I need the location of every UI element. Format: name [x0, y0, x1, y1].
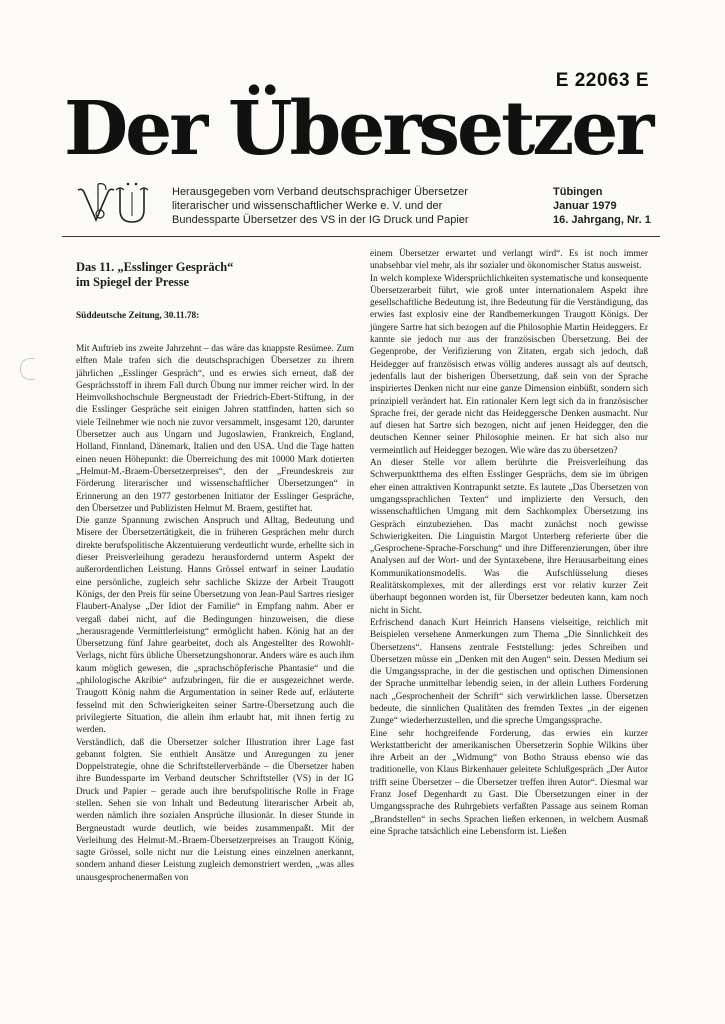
article-source: Süddeutsche Zeitung, 30.11.78: — [76, 311, 200, 321]
article-paragraph: Eine sehr hochgreifende Forderung, das erwies ein kurzer Werkstattbericht der amerikanischen Übersetzerin Sophie Wilkins über ihre Arbeit an der „Widmung“ von Botho Strauss ebenso wie das traditionelle, von Klaus Birkenhauer geleitete Schlußgespräch „Der Autor trifft seine Übersetzer – die Übersetzer treffen ihren Autor“. Diesmal war Franz Josef Degenhardt zu Gast. Die Übersetzungen einer in der Umgangssprache des Ruhrgebiets verfaßten Passage aus seinem Roman „Brandstellen“ in sechs Sprachen ließen erkennen, in welchem Ausmaß eine Sprache tatsächlich eine Lebensform ist. Ließen — [370, 728, 649, 837]
article-paragraph: Mit Auftrieb ins zweite Jahrzehnt – das wäre das knappste Resümee. Zum elften Male trafen sich die deutschsprachigen Übersetzer zu ihrem jährlichen „Esslinger Gespräch“, und es erwies sich erneut, daß der Gesprächsstoff in ihrem Fall durch Übung nur immer reicher wird. In der Heimvolkshochschule Bergneustadt der Friedrich-Ebert-Stiftung, in der die Esslinger Gespräche seit einigen Jahren stattfinden, hatten sich so viele Teilnehmer wie noch nie zuvor versammelt, insgesamt 120, darunter Übersetzer auch aus Ungarn und Jugoslawien, Frankreich, England, Holland, Finnland, Dänemark, Italien und den USA. Und die Tage hatten einen neuen Höhepunkt: die Überreichung des mit 10000 Mark dotierten „Helmut-M.-Braem-Übersetzerpreises“, den der „Freundeskreis zur Förderung literarischer und wissenschaftlicher Übersetzungen“ in Erinnerung an den 1977 gestorbenen Initiator der Esslinger Gespräche, den Übersetzer und Publizisten Helmut M. Braem, gestiftet hat. — [76, 344, 354, 514]
logo-text: VdÜ — [109, 184, 123, 192]
article-paragraph: Erfrischend danach Kurt Heinrich Hansens vielseitige, reichlich mit Beispielen versehene Anmerkungen zum Thema „Die Sinnlichkeit des Übersetzens“. Hansens zentrale Feststellung: jedes Schreiben und Übersetzen müsse ein „Denken mit den Augen“ sein. Dessen Medium sei die Umgangssprache, in der die gestischen und optischen Dimensionen der Sprache unmittelbar lebendig seien, in der allein Luthers Forderung nach „Gesprochenheit der Schrift“ sich verwirklichen lasse. Übersetzen bedeute, die sinnlichen Qualitäten des fremden Textes „in der eigenen Zunge“ wiederherzustellen, und die spreche Umgangssprache. — [370, 617, 648, 727]
issn-code: E 22063 E — [555, 70, 649, 91]
publisher-line: Bundessparte Übersetzer des VS in der IG Druck und Papier — [172, 214, 469, 226]
article-paragraph: Die ganze Spannung zwischen Anspruch und Alltag, Bedeutung und Misere der Übersetzertätigkeit, die in früheren Gesprächen mehr durch direkte berufspolitische Akzentuierung verdeutlicht wurde, erhellte sich in dieser Preisverleihung geradezu herausfordernd unterm Aspekt der außerordentlichen Leistung. Hanns Grössel entwarf in seiner Laudatio eine persönliche, zugleich sehr sachliche Skizze der Arbeit Traugott Königs, der den Preis für seine Übersetzung von Jean-Paul Sartres riesiger Flaubert-Analyse „Der Idiot der Familie“ in Empfang nahm. Aber er vergaß dabei nicht, auf die Bedingungen hinzuweisen, die diese „herausragende Vermittlerleistung“ ermöglicht haben. König hat an der Übersetzung fünf Jahre gearbeitet, doch als Angestellter des Rowohlt-Verlags, nicht fürs übliche Übersetzungshonorar. Anders wäre es auch ihm kaum möglich gewesen, die „sprachschöpferische Phantasie“ und die „philologische Akribie“ aufzubringen, für die er ausgezeichnet werde. Traugott König nahm die Argumentation in seiner Rede auf, erläuterte fesselnd mit den Schwierigkeiten seiner Sartre-Übersetzung auch die privilegierte Situation, die allein ihm erlaubt hat, mit ihnen fertig zu werden. — [76, 516, 354, 736]
publisher-info — [172, 185, 532, 227]
issue-place: Tübingen — [553, 186, 603, 198]
masthead-title: Der Übersetzer — [64, 86, 652, 172]
article-column-left — [76, 248, 354, 884]
article-title — [76, 260, 354, 290]
article-title-line: im Spiegel der Presse — [76, 275, 190, 289]
article-paragraph: An dieser Stelle vor allem berührte die Preisverleihung das Schwerpunktthema des elften Esslinger Gesprächs, dem sie im übrigen eher einen attraktiven Kontrapunkt setzte. Es lautete „Das Übersetzen von umgangssprachlichen Texten“ und implizierte den Versuch, den wissenschaftlichen Umgang mit dem Sachkomplex Übersetzung ins Gespräch einzubeziehen. Das macht zunächst noch gewisse Schwierigkeiten. Die Linguistin Margot Unterberg referierte über die „Gesprochene-Sprache-Forschung“ und ihre Differenzierungen, über ihre Analysen auf der Wort- und der Syntaxebene, ihre Herausarbeitung eines Kommunikationsmodells. Was die Aufschlüsselung dieses Realitätskomplexes, mit der allerdings erst vor relativ kurzer Zeit überhaupt begonnen worden ist, für Übersetzer bedeuten kann, kam noch nicht in Sicht. — [370, 458, 648, 616]
article-paragraph: einem Übersetzer erwartet und verlangt wird“. Es ist noch immer unabsehbar viel mehr, als ihr sozialer und ökonomischer Status ausweist. — [370, 249, 648, 272]
article-paragraph: In welch komplexe Widersprüchlichkeiten systematische und konsequente Übersetzerarbeit führt, wie groß unter internationalem Aspekt ihre gesellschaftliche Bedeutung ist, ihre Bedeutung für die Verständigung, das erwies fast explosiv eine der Randbemerkungen Traugott Königs. Der jüngere Sartre hat sich bezogen auf die Philosophie Martin Heideggers. Er kannte sie jedoch nur aus der französischen Übersetzung. Bei der Gegenprobe, der Verifizierung von Zitaten, ergab sich jedoch, daß Heidegger auf französisch etwas völlig anderes aussagt als auf deutsch, jedenfalls laut der bisherigen Übersetzung, daß sein von der Sprache inspiriertes Denken nicht nur eine ganze Dimension einbüßt, sondern sich prinzipiell verändert hat. Ein rationaler Kern legt sich da in französischer Sprache frei, der gerade nicht das Heideggersche Denken ausmacht. Nur auf diesen hat Sartre sich bezogen, nicht auf jenen Heidegger, den die deutschen Kenner seiner Philosophie meinen. Er hat sich also nur vermeintlich auf Heidegger bezogen. Wie wäre das zu übersetzen? — [370, 273, 648, 456]
vdue-logo-icon — [76, 180, 156, 228]
issue-date: Januar 1979 — [553, 200, 617, 212]
article-column-right — [370, 248, 648, 838]
publisher-line: Herausgegeben vom Verband deutschsprachiger Übersetzer — [172, 186, 468, 198]
article-paragraph: Verständlich, daß die Übersetzer solcher Illustration ihrer Lage fast gebannt folgten. Sie enthielt Ansätze und Anregungen zu jener Doppelstrategie, ohne die Schriftstellerverbände – die Übersetzer haben ihre Bundessparte im Verband deutscher Schriftsteller (VS) in der IG Druck und Papier – gerade auch ihre berufspolitische Rolle in Frage stellen. Sehen sie von Inhalt und Bedeutung literarischer Arbeit ab, werden nämlich ihre sozialen Ansprüche illusionär. In dieser Stunde in Bergneustadt wurde deutlich, wie beides zusammenpaßt. Mit der Verleihung des Helmut-M.-Braem-Übersetzerpreises an Traugott König, sagte Grössel, solle nicht nur die Leistung eines einzelnen anerkannt, sondern anhand dieser Leistung zugleich demonstriert werden, „was alles unausgesprochenermaßen von — [76, 737, 354, 883]
issue-info — [553, 185, 673, 227]
punch-hole-mark — [20, 358, 35, 380]
header-divider — [62, 236, 660, 237]
publisher-line: literarischer und wissenschaftlicher Werke e. V. und der — [172, 200, 443, 212]
article-title-line: Das 11. „Esslinger Gespräch“ — [76, 260, 234, 274]
issue-number: 16. Jahrgang, Nr. 1 — [553, 214, 651, 226]
